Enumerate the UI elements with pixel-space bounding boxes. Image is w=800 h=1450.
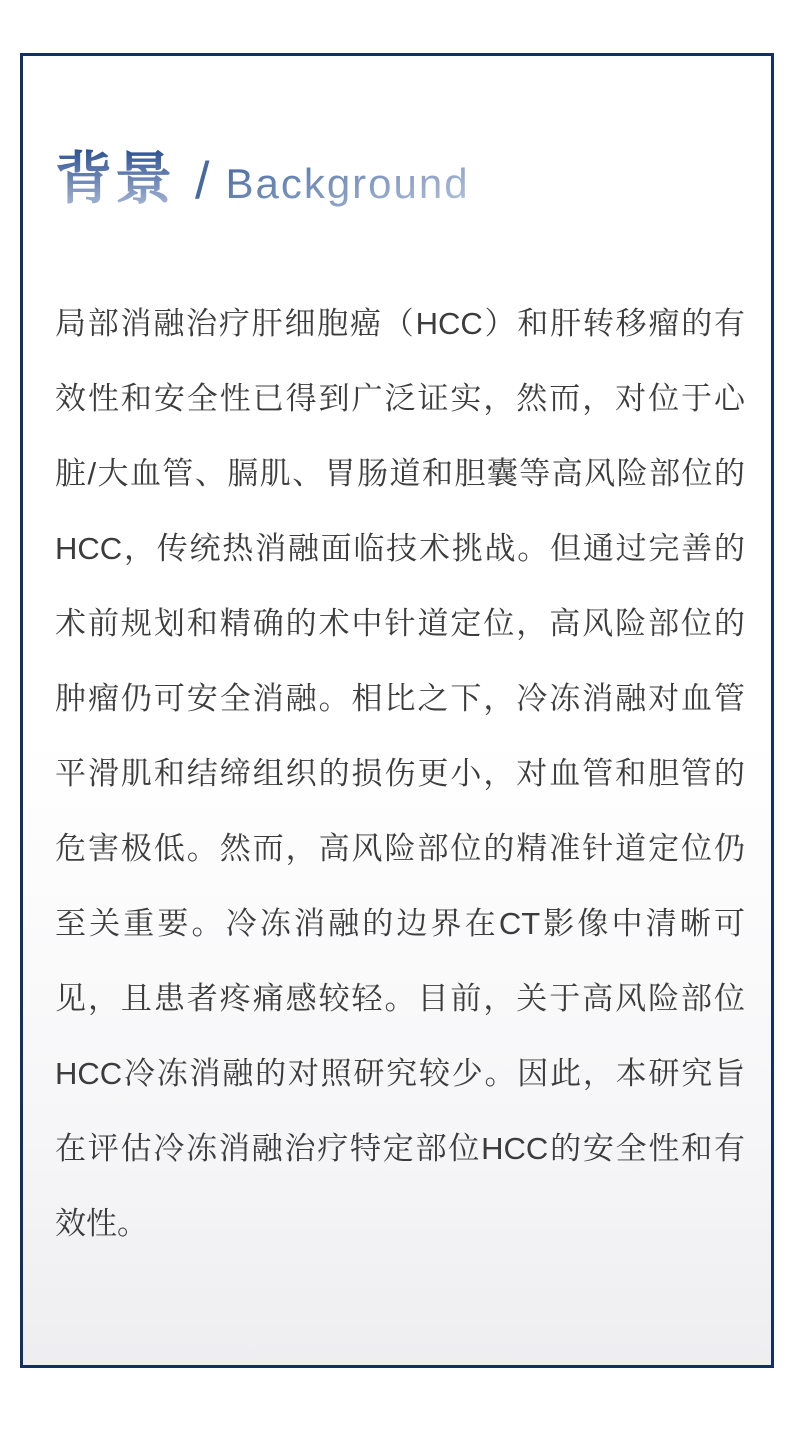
body-paragraph: [55, 286, 745, 1261]
section-title-zh: 背景: [55, 147, 175, 211]
content-card: [20, 53, 774, 1368]
text-line: HCC冷冻消融的对照研究较少。因此，本研究旨: [55, 1056, 745, 1091]
text-line: 见，且患者疼痛感较轻。目前，关于高风险部位: [55, 981, 745, 1016]
text-line: 在评估冷冻消融治疗特定部位HCC的安全性和有: [55, 1131, 745, 1166]
text-line: 效性。: [55, 1206, 148, 1241]
text-line: 脏/大血管、膈肌、胃肠道和胆囊等高风险部位的: [55, 456, 745, 491]
section-header: [55, 148, 470, 211]
section-title-en: Background: [225, 160, 470, 207]
text-line: 肿瘤仍可安全消融。相比之下，冷冻消融对血管: [55, 681, 745, 716]
text-line: 平滑肌和结缔组织的损伤更小，对血管和胆管的: [55, 756, 745, 791]
text-line: 至关重要。冷冻消融的边界在CT影像中清晰可: [55, 906, 745, 941]
text-line: 危害极低。然而，高风险部位的精准针道定位仍: [55, 831, 745, 866]
text-line: HCC，传统热消融面临技术挑战。但通过完善的: [55, 531, 745, 566]
text-line: 效性和安全性已得到广泛证实，然而，对位于心: [55, 381, 745, 416]
slash-separator: /: [195, 152, 210, 210]
text-line: 术前规划和精确的术中针道定位，高风险部位的: [55, 606, 745, 641]
text-line: 局部消融治疗肝细胞癌（HCC）和肝转移瘤的有: [55, 306, 745, 341]
